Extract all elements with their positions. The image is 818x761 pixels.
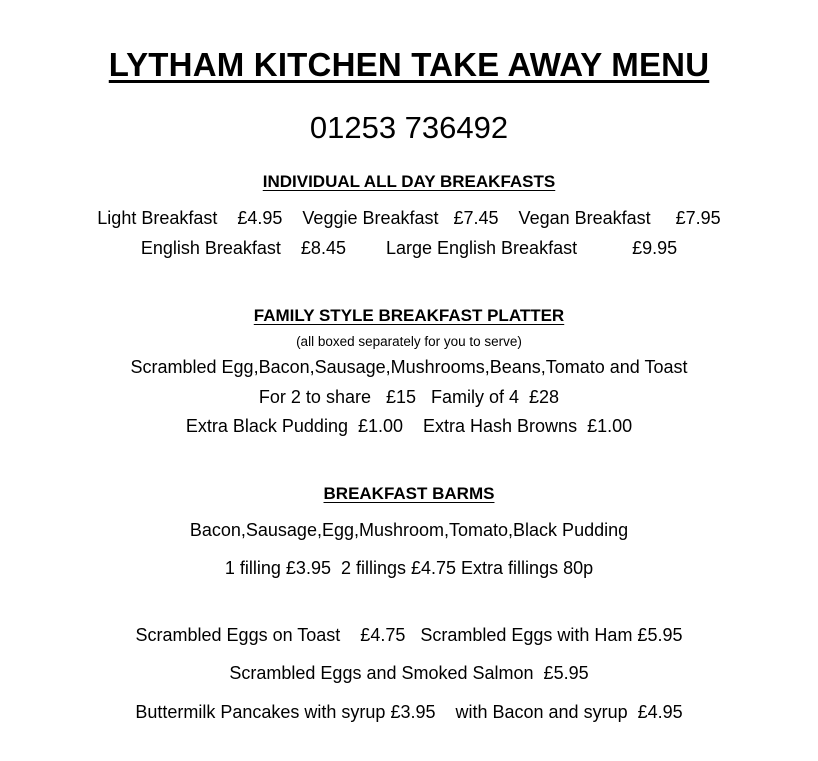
platter-prices: For 2 to share £15 Family of 4 £28 (258, 387, 560, 407)
platter-contents: Scrambled Egg,Bacon,Sausage,Mushrooms,Beans,Tomato and Toast (130, 357, 688, 377)
barms-prices: 1 filling £3.95 2 fillings £4.75 Extra fillings 80p (224, 558, 594, 578)
breakfasts-row-2: English Breakfast £8.45 Large English Breakfast £9.95 (140, 238, 678, 258)
phone-number: 01253 736492 (309, 110, 509, 145)
other-items-line-2: Scrambled Eggs and Smoked Salmon £5.95 (229, 663, 589, 683)
breakfasts-row-1: Light Breakfast £4.95 Veggie Breakfast £7.45 Vegan Breakfast £7.95 (97, 208, 721, 228)
section-heading-barms: BREAKFAST BARMS (323, 484, 495, 503)
other-items-line-3: Buttermilk Pancakes with syrup £3.95 with Bacon and syrup £4.95 (135, 702, 683, 722)
section-heading-platter: FAMILY STYLE BREAKFAST PLATTER (253, 306, 565, 325)
platter-extras: Extra Black Pudding £1.00 Extra Hash Browns £1.00 (185, 416, 633, 436)
barms-fillings: Bacon,Sausage,Egg,Mushroom,Tomato,Black Pudding (189, 520, 629, 540)
other-items-line-1: Scrambled Eggs on Toast £4.75 Scrambled Eggs with Ham £5.95 (135, 625, 683, 645)
menu-title: LYTHAM KITCHEN TAKE AWAY MENU (108, 46, 710, 83)
section-heading-breakfasts: INDIVIDUAL ALL DAY BREAKFASTS (262, 172, 556, 191)
platter-note: (all boxed separately for you to serve) (296, 334, 522, 349)
